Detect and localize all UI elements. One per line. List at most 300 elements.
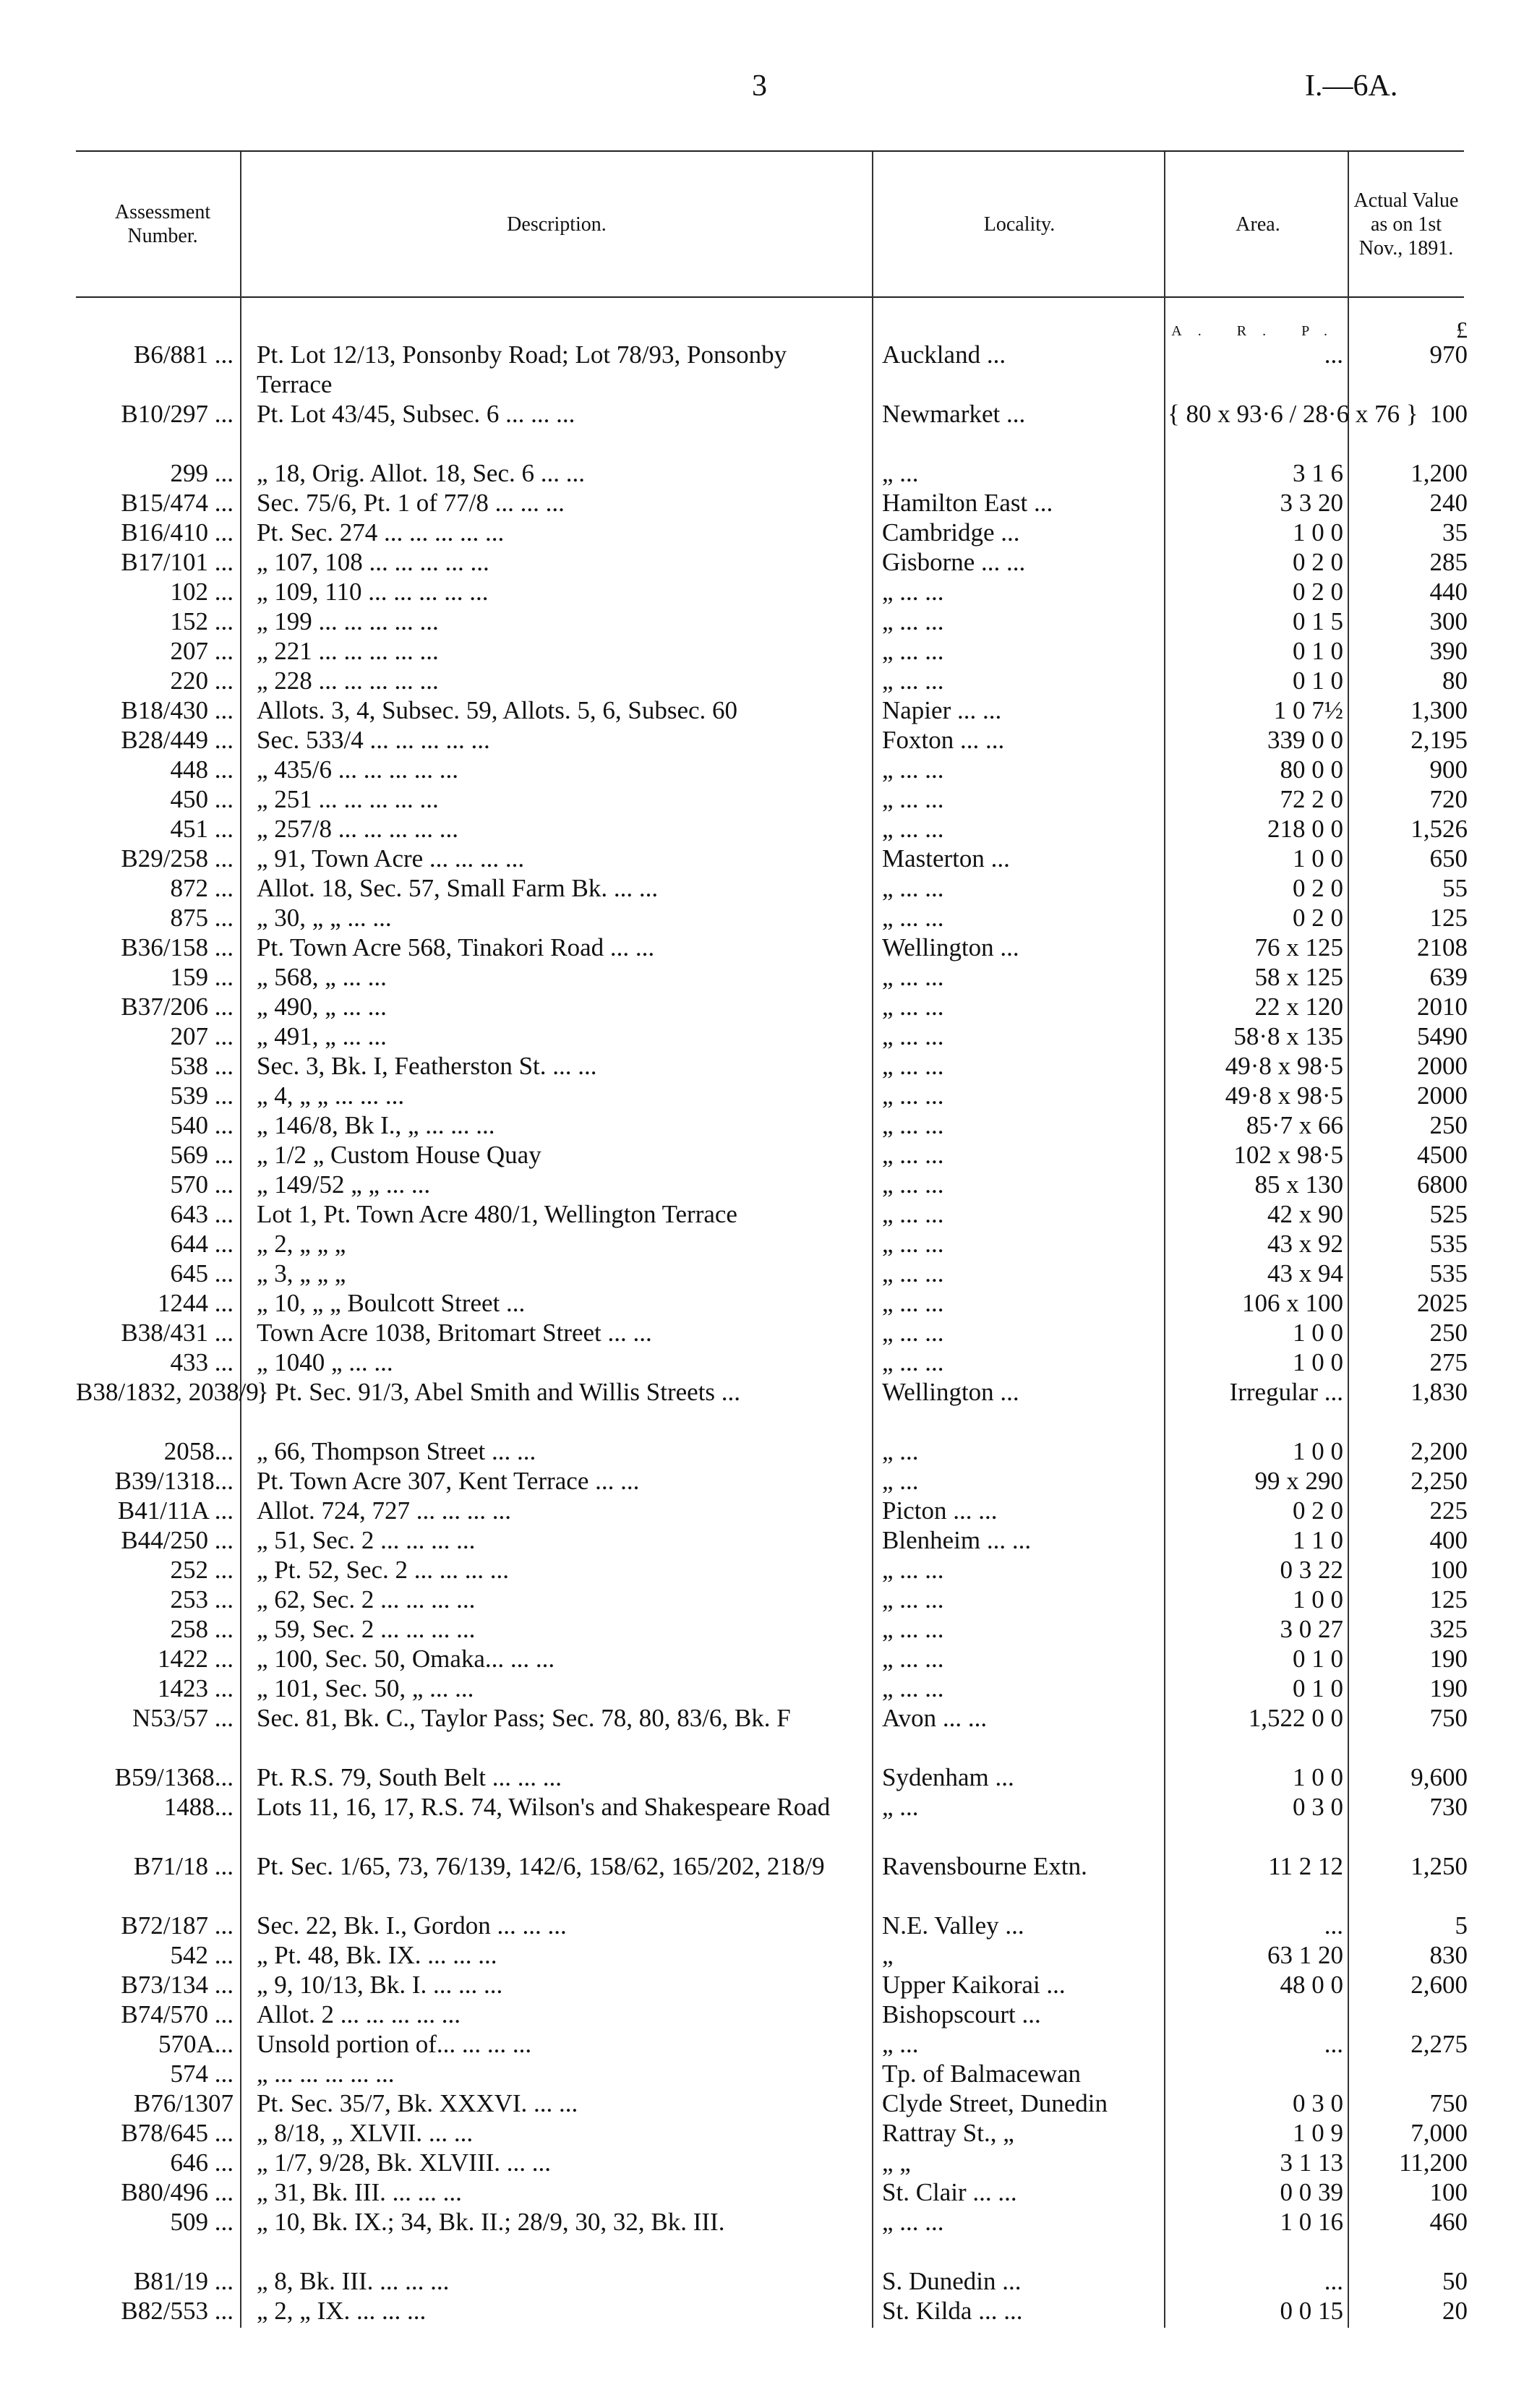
area-cell: 58 x 125 (1254, 963, 1343, 991)
locality-cell: Gisborne ... ... (882, 548, 1026, 576)
table-row (0, 1466, 1537, 1496)
table-row (0, 933, 1537, 962)
table-row (0, 1970, 1537, 2000)
locality-cell: „ ... (882, 1793, 919, 1821)
actual-value-cell: 400 (1429, 1526, 1468, 1554)
header-assessment-number: Assessment Number. (114, 201, 211, 247)
table-row (0, 2207, 1537, 2266)
area-cell: 0 0 39 (1280, 2178, 1343, 2206)
locality-cell: Bishopscourt ... (882, 2000, 1041, 2028)
locality-cell: „ ... ... (882, 1348, 944, 1376)
description-cell: „ 8, Bk. III. ... ... ... (257, 2267, 450, 2295)
actual-value-cell: 730 (1429, 1793, 1468, 1821)
locality-cell: Tp. of Balmacewan (882, 2060, 1082, 2088)
locality-cell: Hamilton East ... (882, 489, 1053, 517)
actual-value-cell: 80 (1442, 667, 1468, 695)
locality-cell: „ ... ... (882, 1556, 944, 1584)
table-row (0, 2266, 1537, 2296)
area-units-header: A. R. P. (1171, 323, 1343, 339)
assessment-number-cell: 2058... (163, 1437, 234, 1465)
actual-value-cell: 1,200 (1410, 459, 1468, 487)
area-cell: 0 3 22 (1280, 1556, 1343, 1584)
actual-value-cell: 6800 (1417, 1170, 1468, 1199)
table-row (0, 992, 1537, 1021)
actual-value-cell: 4500 (1417, 1141, 1468, 1169)
locality-cell: „ ... ... (882, 1319, 944, 1347)
actual-value-cell: 1,250 (1410, 1852, 1468, 1880)
table-row (0, 1347, 1537, 1377)
area-cell: 0 1 0 (1293, 1674, 1343, 1702)
locality-cell: „ ... ... (882, 1645, 944, 1673)
assessment-number-cell: B80/496 ... (121, 2178, 234, 2206)
locality-cell: „ ... ... (882, 607, 944, 635)
actual-value-cell: 275 (1429, 1348, 1468, 1376)
locality-cell: „ ... (882, 2030, 919, 2058)
description-cell: „ 1040 „ ... ... (257, 1348, 393, 1376)
table-row (0, 488, 1537, 518)
area-cell: 49·8 x 98·5 (1225, 1081, 1343, 1110)
assessment-number-cell: B78/645 ... (121, 2119, 234, 2147)
description-cell: „ 10, „ „ Boulcott Street ... (257, 1289, 526, 1317)
table-row (0, 1170, 1537, 1199)
table-row (0, 2000, 1537, 2029)
area-cell: 1 0 0 (1293, 1585, 1343, 1614)
table-row (0, 547, 1537, 577)
description-cell: Sec. 533/4 ... ... ... ... ... (257, 726, 490, 754)
locality-cell: „ ... ... (882, 1022, 944, 1050)
assessment-number-cell: B38/1832, 2038/9 (76, 1378, 259, 1406)
area-cell: ... (1324, 1911, 1343, 1940)
description-cell: Town Acre 1038, Britomart Street ... ... (257, 1319, 652, 1347)
actual-value-cell: 830 (1429, 1941, 1468, 1969)
locality-cell: Foxton ... ... (882, 726, 1005, 754)
description-cell: „ Pt. 48, Bk. IX. ... ... ... (257, 1941, 497, 1969)
table-row (0, 903, 1537, 933)
actual-value-cell: 750 (1429, 2089, 1468, 2117)
actual-value-cell: 5 (1455, 1911, 1468, 1940)
locality-cell: „ ... ... (882, 993, 944, 1021)
assessment-number-cell: B6/881 ... (133, 340, 234, 369)
assessment-number-cell: B76/1307 (133, 2089, 234, 2117)
locality-cell: Wellington ... (882, 933, 1019, 961)
area-cell: 43 x 92 (1267, 1230, 1343, 1258)
area-cell: 58·8 x 135 (1233, 1022, 1343, 1050)
description-cell: „ 91, Town Acre ... ... ... ... (257, 844, 525, 873)
description-cell: Pt. Sec. 35/7, Bk. XXXVI. ... ... (257, 2089, 578, 2117)
description-cell: „ 490, „ ... ... (257, 993, 387, 1021)
locality-cell: Blenheim ... ... (882, 1526, 1032, 1554)
description-cell: „ 100, Sec. 50, Omaka... ... ... (257, 1645, 555, 1673)
table-row (0, 814, 1537, 844)
locality-cell: „ ... ... (882, 667, 944, 695)
table-row (0, 962, 1537, 992)
locality-cell: Clyde Street, Dunedin (882, 2089, 1108, 2117)
assessment-number-cell: B72/187 ... (121, 1911, 234, 1940)
area-cell: 11 2 12 (1268, 1852, 1343, 1880)
assessment-number-cell: B17/101 ... (121, 548, 234, 576)
area-cell: 1 0 0 (1293, 518, 1343, 547)
table-row (0, 1614, 1537, 1644)
table-row (0, 518, 1537, 547)
area-cell: 3 3 20 (1280, 489, 1343, 517)
actual-value-cell: 2000 (1417, 1052, 1468, 1080)
table-row (0, 1436, 1537, 1466)
area-cell: 0 1 0 (1293, 637, 1343, 665)
actual-value-cell: 11,200 (1399, 2148, 1468, 2177)
actual-value-cell: 650 (1429, 844, 1468, 873)
actual-value-cell: 2010 (1417, 993, 1468, 1021)
actual-value-cell: 225 (1429, 1496, 1468, 1525)
actual-value-cell: 2025 (1417, 1289, 1468, 1317)
actual-value-cell: 1,526 (1410, 815, 1468, 843)
description-cell: Unsold portion of... ... ... ... (257, 2030, 532, 2058)
locality-cell: „ „ (882, 2148, 911, 2177)
assessment-number-cell: 1244 ... (158, 1289, 234, 1317)
description-cell: „ 221 ... ... ... ... ... (257, 637, 439, 665)
actual-value-cell: 1,830 (1410, 1378, 1468, 1406)
description-cell: „ 1/2 „ Custom House Quay (257, 1141, 541, 1169)
table-row (0, 755, 1537, 784)
actual-value-cell: 7,000 (1410, 2119, 1468, 2147)
actual-value-cell: 390 (1429, 637, 1468, 665)
description-cell: „ 62, Sec. 2 ... ... ... ... (257, 1585, 476, 1614)
description-cell: Allots. 3, 4, Subsec. 59, Allots. 5, 6, Subsec. 60 (257, 696, 738, 724)
area-cell: 0 2 0 (1293, 874, 1343, 902)
locality-cell: N.E. Valley ... (882, 1911, 1024, 1940)
actual-value-cell: 240 (1429, 489, 1468, 517)
area-cell: 0 2 0 (1293, 548, 1343, 576)
table-row (0, 1792, 1537, 1851)
description-cell: „ 8/18, „ XLVII. ... ... (257, 2119, 474, 2147)
description-cell: „ 31, Bk. III. ... ... ... (257, 2178, 462, 2206)
assessment-number-cell: 875 ... (170, 904, 234, 932)
description-cell: Pt. Town Acre 307, Kent Terrace ... ... (257, 1467, 640, 1495)
table-row (0, 1851, 1537, 1911)
assessment-number-cell: 207 ... (170, 637, 234, 665)
assessment-number-cell: 1488... (163, 1793, 234, 1821)
description-cell: „ 59, Sec. 2 ... ... ... ... (257, 1615, 476, 1643)
description-cell: „ 101, Sec. 50, „ ... ... (257, 1674, 474, 1702)
area-cell: 1 0 9 (1293, 2119, 1343, 2147)
table-row (0, 873, 1537, 903)
assessment-number-cell: N53/57 ... (132, 1704, 234, 1732)
area-cell: 339 0 0 (1267, 726, 1343, 754)
assessment-number-cell: B10/297 ... (121, 400, 234, 428)
locality-cell: Avon ... ... (882, 1704, 988, 1732)
area-cell: 1 0 0 (1293, 1319, 1343, 1347)
locality-cell: „ ... ... (882, 1674, 944, 1702)
header-description: Description. (507, 213, 607, 236)
table-row (0, 340, 1537, 399)
area-cell: 0 2 0 (1293, 1496, 1343, 1525)
description-cell: „ ... ... ... ... ... (257, 2060, 395, 2088)
locality-cell: Picton ... ... (882, 1496, 998, 1525)
description-cell: „ 257/8 ... ... ... ... ... (257, 815, 459, 843)
area-cell: 48 0 0 (1280, 1971, 1343, 1999)
description-cell: „ 2, „ „ „ (257, 1230, 346, 1258)
table-row (0, 1377, 1537, 1436)
assessment-number-cell: 258 ... (170, 1615, 234, 1643)
table-row (0, 1199, 1537, 1229)
area-cell: 76 x 125 (1254, 933, 1343, 961)
table-row (0, 399, 1537, 458)
area-cell: 85·7 x 66 (1246, 1111, 1343, 1139)
actual-value-cell: 100 (1429, 1556, 1468, 1584)
actual-value-cell: 285 (1429, 548, 1468, 576)
actual-value-cell: 125 (1429, 1585, 1468, 1614)
actual-value-cell: 525 (1429, 1200, 1468, 1228)
locality-cell: „ ... ... (882, 963, 944, 991)
table-row (0, 844, 1537, 873)
area-cell: 42 x 90 (1267, 1200, 1343, 1228)
description-cell: „ 51, Sec. 2 ... ... ... ... (257, 1526, 476, 1554)
table-row (0, 1110, 1537, 1140)
description-cell: „ 1/7, 9/28, Bk. XLVIII. ... ... (257, 2148, 552, 2177)
description-cell: „ 10, Bk. IX.; 34, Bk. II.; 28/9, 30, 32, Bk. III. (257, 2208, 725, 2236)
header-actual-value: Actual Value as on 1st Nov., 1891. (1353, 189, 1459, 260)
assessment-number-cell: B28/449 ... (121, 726, 234, 754)
table-row (0, 2296, 1537, 2326)
description-cell: Pt. R.S. 79, South Belt ... ... ... (257, 1763, 562, 1791)
actual-value-cell: 300 (1429, 607, 1468, 635)
area-cell: 0 0 15 (1280, 2297, 1343, 2325)
locality-cell: Rattray St., „ (882, 2119, 1014, 2147)
area-cell: 99 x 290 (1254, 1467, 1343, 1495)
description-cell: „ 4, „ „ ... ... ... (257, 1081, 405, 1110)
locality-cell: Sydenham ... (882, 1763, 1014, 1791)
area-cell: 1 0 0 (1293, 1348, 1343, 1376)
locality-cell: St. Kilda ... ... (882, 2297, 1023, 2325)
assessment-number-cell: 207 ... (170, 1022, 234, 1050)
locality-cell: „ ... ... (882, 1141, 944, 1169)
actual-value-cell: 460 (1429, 2208, 1468, 2236)
table-row (0, 1288, 1537, 1318)
description-cell: Allot. 724, 727 ... ... ... ... (257, 1496, 511, 1525)
locality-cell: „ ... ... (882, 1289, 944, 1317)
actual-value-cell: 125 (1429, 904, 1468, 932)
assessment-number-cell: 152 ... (170, 607, 234, 635)
actual-value-cell: 5490 (1417, 1022, 1468, 1050)
actual-value-cell: 325 (1429, 1615, 1468, 1643)
locality-cell: „ ... ... (882, 1585, 944, 1614)
area-cell: 1 0 7½ (1273, 696, 1343, 724)
actual-value-cell: 190 (1429, 1645, 1468, 1673)
area-cell: 218 0 0 (1267, 815, 1343, 843)
area-cell: 22 x 120 (1254, 993, 1343, 1021)
table-row (0, 1585, 1537, 1614)
assessment-number-cell: 872 ... (170, 874, 234, 902)
assessment-number-cell: 299 ... (170, 459, 234, 487)
assessment-number-cell: 646 ... (170, 2148, 234, 2177)
description-cell: Pt. Town Acre 568, Tinakori Road ... ... (257, 933, 655, 961)
description-cell: „ 149/52 „ „ ... ... (257, 1170, 431, 1199)
table-row (0, 1496, 1537, 1525)
assessment-number-cell: 252 ... (170, 1556, 234, 1584)
table-row (0, 2088, 1537, 2118)
assessment-number-cell: B82/553 ... (121, 2297, 234, 2325)
description-cell: Pt. Sec. 1/65, 73, 76/139, 142/6, 158/62, 165/202, 218/9 (257, 1852, 825, 1880)
area-cell: 63 1 20 (1267, 1941, 1343, 1969)
assessment-number-cell: 253 ... (170, 1585, 234, 1614)
actual-value-cell: 750 (1429, 1704, 1468, 1732)
actual-value-cell: 535 (1429, 1230, 1468, 1258)
description-cell: Sec. 81, Bk. C., Taylor Pass; Sec. 78, 80, 83/6, Bk. F (257, 1704, 791, 1732)
page-number: 3 (752, 69, 767, 103)
header-bottom-rule (76, 296, 1464, 298)
actual-value-cell: 190 (1429, 1674, 1468, 1702)
assessment-number-cell: 570A... (158, 2030, 234, 2058)
assessment-number-cell: 1422 ... (158, 1645, 234, 1673)
assessment-number-cell: B73/134 ... (121, 1971, 234, 1999)
area-cell: 102 x 98·5 (1233, 1141, 1343, 1169)
actual-value-cell: 20 (1442, 2297, 1468, 2325)
table-row (0, 695, 1537, 725)
description-cell: „ 251 ... ... ... ... ... (257, 785, 439, 813)
assessment-number-cell: B71/18 ... (133, 1852, 234, 1880)
value-units-header: £ (1456, 317, 1468, 343)
locality-cell: „ (882, 1941, 894, 1969)
locality-cell: „ ... ... (882, 785, 944, 813)
assessment-number-cell: 645 ... (170, 1259, 234, 1287)
actual-value-cell: 2,600 (1410, 1971, 1468, 1999)
table-row (0, 1140, 1537, 1170)
area-cell: 1 0 0 (1293, 1437, 1343, 1465)
assessment-number-cell: 539 ... (170, 1081, 234, 1110)
assessment-number-cell: B15/474 ... (121, 489, 234, 517)
area-cell: 80 0 0 (1280, 755, 1343, 784)
table-row (0, 1940, 1537, 1970)
table-row (0, 607, 1537, 636)
table-row (0, 1021, 1537, 1051)
assessment-number-cell: 570 ... (170, 1170, 234, 1199)
description-cell: Sec. 75/6, Pt. 1 of 77/8 ... ... ... (257, 489, 565, 517)
assessment-number-cell: 220 ... (170, 667, 234, 695)
locality-cell: „ ... ... (882, 874, 944, 902)
locality-cell: St. Clair ... ... (882, 2178, 1017, 2206)
assessment-number-cell: B16/410 ... (121, 518, 234, 547)
assessment-number-cell: 451 ... (170, 815, 234, 843)
table-row (0, 1051, 1537, 1081)
description-cell: Lots 11, 16, 17, R.S. 74, Wilson's and Shakespeare Road (257, 1793, 831, 1821)
header-top-rule (76, 150, 1464, 152)
area-cell: 0 1 5 (1293, 607, 1343, 635)
assessment-number-cell: B29/258 ... (121, 844, 234, 873)
locality-cell: „ ... ... (882, 1615, 944, 1643)
description-cell: „ 146/8, Bk I., „ ... ... ... (257, 1111, 495, 1139)
area-cell: { 80 x 93·6 / 28·6 x 76 } (1168, 400, 1418, 428)
area-cell: 43 x 94 (1267, 1259, 1343, 1287)
actual-value-cell: 970 (1429, 340, 1468, 369)
area-cell: 0 1 0 (1293, 1645, 1343, 1673)
description-cell: „ 228 ... ... ... ... ... (257, 667, 439, 695)
locality-cell: Ravensbourne Extn. (882, 1852, 1087, 1880)
table-row (0, 1318, 1537, 1347)
locality-cell: S. Dunedin ... (882, 2267, 1022, 2295)
locality-cell: „ ... ... (882, 637, 944, 665)
locality-cell: „ ... ... (882, 904, 944, 932)
assessment-number-cell: B44/250 ... (121, 1526, 234, 1554)
description-cell: „ 107, 108 ... ... ... ... ... (257, 548, 489, 576)
locality-cell: „ ... ... (882, 1200, 944, 1228)
description-cell: Sec. 3, Bk. I, Featherston St. ... ... (257, 1052, 597, 1080)
assessment-number-cell: 1423 ... (158, 1674, 234, 1702)
table-row (0, 2059, 1537, 2088)
table-row (0, 1555, 1537, 1585)
description-cell: „ 491, „ ... ... (257, 1022, 387, 1050)
description-cell: } Pt. Sec. 91/3, Abel Smith and Willis Streets ... (257, 1378, 741, 1406)
assessment-number-cell: B74/570 ... (121, 2000, 234, 2028)
locality-cell: Cambridge ... (882, 518, 1020, 547)
locality-cell: Auckland ... (882, 340, 1006, 369)
assessment-number-cell: B37/206 ... (121, 993, 234, 1021)
area-cell: 1 0 16 (1280, 2208, 1343, 2236)
actual-value-cell: 35 (1442, 518, 1468, 547)
area-cell: 85 x 130 (1254, 1170, 1343, 1199)
description-cell: „ 3, „ „ „ (257, 1259, 346, 1287)
actual-value-cell: 100 (1429, 400, 1468, 428)
actual-value-cell: 535 (1429, 1259, 1468, 1287)
description-cell: Sec. 22, Bk. I., Gordon ... ... ... (257, 1911, 567, 1940)
table-row (0, 1259, 1537, 1288)
table-row (0, 1644, 1537, 1674)
locality-cell: „ ... (882, 459, 919, 487)
assessment-number-cell: 643 ... (170, 1200, 234, 1228)
header-area: Area. (1236, 213, 1280, 236)
table-row (0, 1525, 1537, 1555)
assessment-number-cell: 450 ... (170, 785, 234, 813)
area-cell: 0 1 0 (1293, 667, 1343, 695)
assessment-number-cell: 569 ... (170, 1141, 234, 1169)
assessment-number-cell: 574 ... (170, 2060, 234, 2088)
locality-cell: „ ... ... (882, 755, 944, 784)
assessment-number-cell: 540 ... (170, 1111, 234, 1139)
table-row (0, 577, 1537, 607)
assessment-number-cell: 644 ... (170, 1230, 234, 1258)
area-cell: 0 3 0 (1293, 1793, 1343, 1821)
assessment-number-cell: B41/11A ... (117, 1496, 234, 1525)
table-row (0, 1229, 1537, 1259)
table-row (0, 725, 1537, 755)
area-cell: 3 1 13 (1280, 2148, 1343, 2177)
actual-value-cell: 250 (1429, 1319, 1468, 1347)
description-cell: „ 30, „ „ ... ... (257, 904, 392, 932)
area-cell: 1 0 0 (1293, 844, 1343, 873)
assessment-number-cell: 509 ... (170, 2208, 234, 2236)
table-row (0, 1081, 1537, 1110)
area-cell: ... (1324, 2267, 1343, 2295)
description-cell: Pt. Sec. 274 ... ... ... ... ... (257, 518, 505, 547)
actual-value-cell: 2,275 (1410, 2030, 1468, 2058)
actual-value-cell: 250 (1429, 1111, 1468, 1139)
actual-value-cell: 2,195 (1410, 726, 1468, 754)
actual-value-cell: 50 (1442, 2267, 1468, 2295)
table-row (0, 1674, 1537, 1703)
actual-value-cell: 900 (1429, 755, 1468, 784)
area-cell: 1 1 0 (1293, 1526, 1343, 1554)
area-cell: 1 0 0 (1293, 1763, 1343, 1791)
assessment-number-cell: 102 ... (170, 578, 234, 606)
locality-cell: „ ... ... (882, 578, 944, 606)
assessment-number-cell: B18/430 ... (121, 696, 234, 724)
description-cell: „ 18, Orig. Allot. 18, Sec. 6 ... ... (257, 459, 585, 487)
table-row (0, 636, 1537, 666)
locality-cell: „ ... ... (882, 1259, 944, 1287)
area-cell: 49·8 x 98·5 (1225, 1052, 1343, 1080)
description-cell: Pt. Lot 12/13, Ponsonby Road; Lot 78/93, Ponsonby Terrace (257, 340, 787, 398)
actual-value-cell: 2,250 (1410, 1467, 1468, 1495)
area-cell: 3 0 27 (1280, 1615, 1343, 1643)
locality-cell: „ ... ... (882, 1052, 944, 1080)
